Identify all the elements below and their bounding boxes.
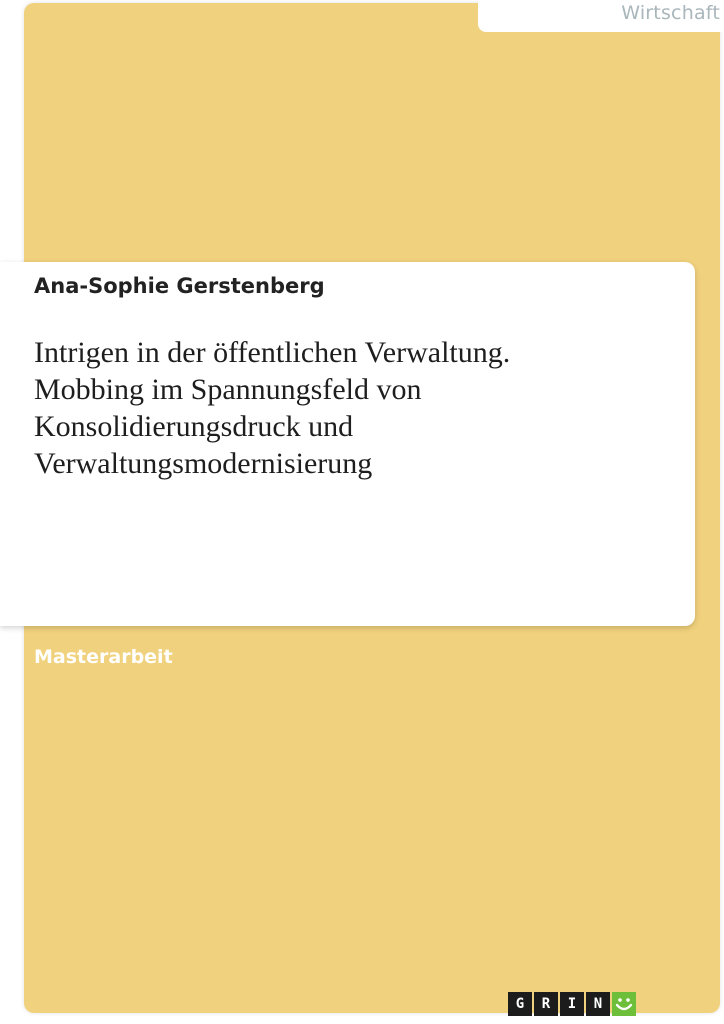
logo-letter: I [560,992,584,1016]
category-tab [478,0,724,32]
title-line: Mobbing im Spannungsfeld von [34,373,422,406]
book-title [34,334,674,482]
publisher-logo [508,992,636,1016]
logo-letter: R [534,992,558,1016]
logo-letter: N [586,992,610,1016]
smiley-icon [612,992,636,1016]
author-name: Ana-Sophie Gerstenberg [34,274,325,298]
logo-letter: G [508,992,532,1016]
title-line: Intrigen in der öffentlichen Verwaltung. [34,336,511,369]
title-line: Konsolidierungsdruck und [34,410,354,443]
category-label: Wirtschaft [621,2,720,24]
document-type-label: Masterarbeit [34,646,173,668]
title-line: Verwaltungsmodernisierung [34,447,373,480]
